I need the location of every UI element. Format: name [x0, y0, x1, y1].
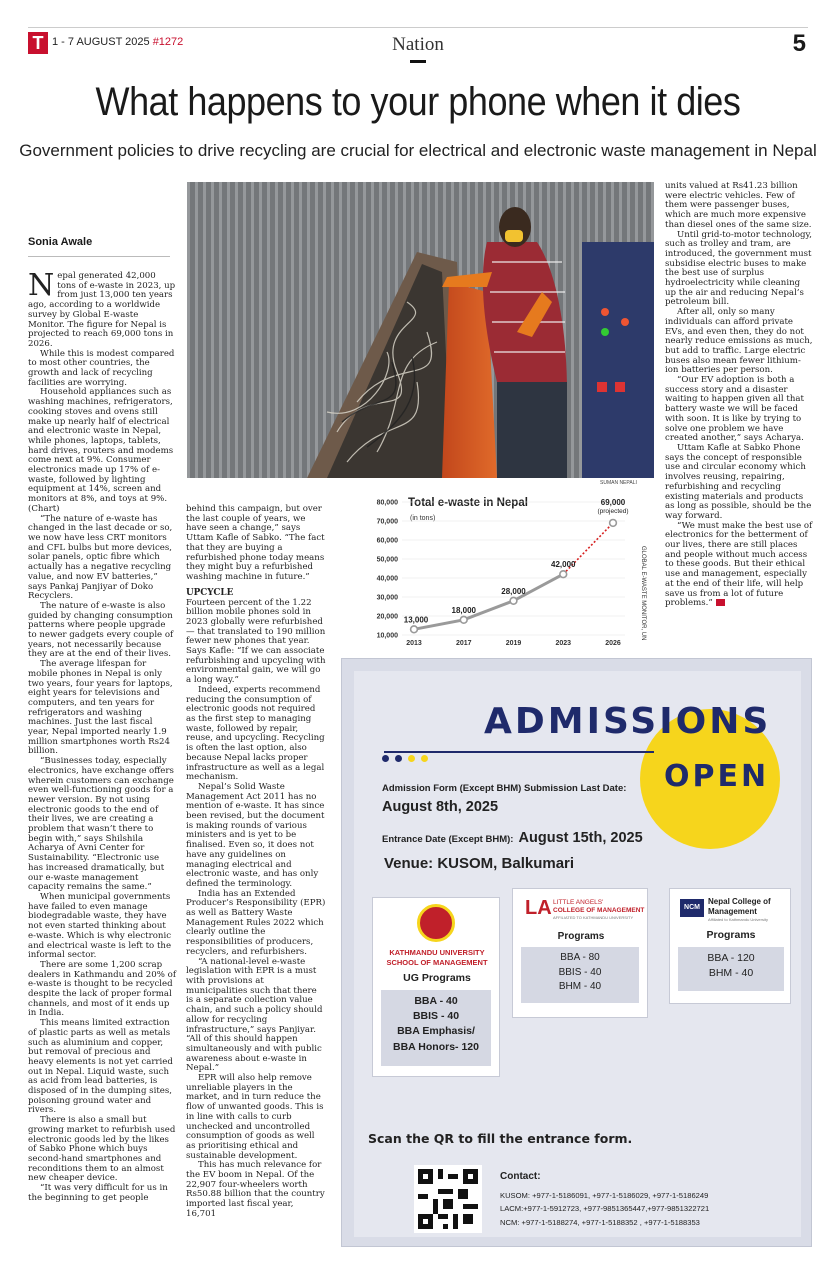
paragraph: The nature of e-waste is also guided by changing consumption patterns where people upgrade to newer gadgets every couple of years, not necessarily because they are at the end of their lives.	[28, 600, 174, 660]
ad-dots	[382, 747, 428, 766]
program-item: BBA Honors- 120	[393, 1040, 479, 1053]
ad-title-admissions: ADMISSIONS	[484, 701, 772, 742]
ad-form-date: August 8th, 2025	[382, 799, 499, 815]
paragraph: EPR will also help remove unreliable players in the market, and in turn reduce the flow of unwanted goods. This is in line with calls to curb unchecked and uncontrolled consumption of goods as well as prioritising ethical and sustainable development.	[186, 1073, 324, 1161]
chart-source: GLOBAL E-WASTE MONITOR, UN	[640, 546, 646, 641]
paragraph: behind this campaign, but over the last couple of years, we have seen a change,” says Uttam Kafle of Sabko. “The fact that they are buying a refurbished phone today means they might buy a refurbished washing machine in future.”	[186, 504, 325, 582]
ncm-programs-list	[678, 947, 784, 991]
subheadline: Government policies to drive recycling are crucial for electrical and electronic waste management in Nepal	[19, 141, 817, 160]
y-tick-label: 60,000	[376, 537, 398, 545]
program-item: BHM - 40	[558, 981, 602, 992]
end-mark-icon	[716, 599, 725, 606]
drop-cap: N	[28, 268, 55, 303]
ku-school: SCHOOL OF MANAGEMENT	[386, 958, 488, 967]
ad-contact-list	[500, 1189, 709, 1229]
ku-card	[372, 897, 500, 1077]
y-tick-label: 40,000	[376, 575, 398, 583]
lacm-name-1: LITTLE ANGELS'	[553, 899, 604, 906]
byline-rule	[28, 256, 170, 257]
ad-venue: Venue: KUSOM, Balkumari	[384, 855, 575, 872]
x-tick-label: 2017	[455, 640, 472, 647]
chart-subtitle: (in tons)	[410, 515, 436, 522]
data-point	[460, 616, 467, 623]
ncm-affiliation: Affiliated to Kathmandu University	[708, 917, 768, 922]
ad-contact-title: Contact:	[500, 1171, 541, 1182]
paragraph: Until grid-to-motor technology, such as trolley and tram, are introduced, the government must subsidise electric buses to make the best use of surplus hydroelectricity while cleaning up the air and reducing Nepal’s petroleum bill.	[665, 229, 813, 308]
lacm-programs-title: Programs	[557, 931, 605, 942]
article-photo	[187, 182, 654, 478]
top-rule	[28, 27, 808, 28]
x-tick-label: 2023	[555, 640, 572, 647]
data-label: 13,000	[403, 615, 429, 625]
section-underline	[410, 60, 426, 63]
ad-title-open: OPEN	[664, 759, 770, 794]
paragraph-text: epal generated 42,000 tons of e-waste in 2023, up from just 13,000 ten years ago, according to a worldwide survey by Global E-waste Monitor. The figure for Nepal is projected to reach 69,000 tons in 2026.	[28, 271, 176, 349]
lacm-card	[512, 888, 648, 1018]
y-tick-label: 30,000	[376, 594, 398, 602]
paragraph	[665, 522, 813, 609]
ad-panel	[354, 671, 801, 1237]
data-label: 69,000	[600, 497, 626, 507]
paragraph: Nepal’s Solid Waste Management Act 2011 has no mention of e-waste. It has since been revised, but the document is making rounds of various ministers and is yet to be finalised. Even so, it does not have any guidelines on managing electrical and electronic waste, and has only defined the terminology.	[186, 781, 325, 889]
program-item: BBIS - 40	[412, 1010, 460, 1023]
page-number: 5	[792, 30, 806, 57]
ku-name: KATHMANDU UNIVERSITY	[389, 948, 485, 957]
data-label: 42,000	[551, 560, 576, 570]
ncm-programs-title: Programs	[706, 929, 756, 941]
paragraph	[28, 268, 176, 350]
data-point	[411, 626, 418, 633]
ad-entrance-date: August 15th, 2025	[518, 830, 643, 846]
paragraph: There are some 1,200 scrap dealers in Kathmandu and 20% of e-waste is thought to be recycled despite the lack of proper formal channels, and most of it ends up in India.	[28, 959, 176, 1019]
ad-form-label: Admission Form (Except BHM) Submission Last Date:	[382, 783, 627, 794]
lacm-name-2: COLLEGE OF MANAGEMENT	[553, 907, 645, 914]
byline: Sonia Awale	[28, 236, 93, 248]
x-tick-label: 2019	[505, 640, 522, 647]
program-item: BHM - 40	[708, 967, 754, 980]
ncm-name-1: Nepal College of	[708, 897, 771, 906]
chart-title: Total e-waste in Nepal	[408, 497, 528, 509]
photo-credit: SUMAN NEPALI	[600, 480, 637, 486]
publication-logo: T	[28, 32, 48, 54]
ad-scan-text: Scan the QR to fill the entrance form.	[368, 1131, 633, 1146]
article-column-3	[665, 182, 813, 609]
issue-number: #1272	[152, 36, 184, 48]
paragraph: “It was very difficult for us in the beginning to get people	[28, 1183, 168, 1203]
data-point	[610, 520, 617, 527]
chart-data-labels	[404, 498, 629, 624]
article-column-1	[28, 268, 176, 1204]
y-tick-label: 10,000	[376, 632, 398, 640]
paragraph: “A national-level e-waste legislation with EPR is a must with provisions at municipalities such that there is a separate collection value chain, and such a policy should allow for recycling infrastructure,” says Panjiyar. “All of this should happen simultaneously and with public awareness about e-waste in Nepal.”	[186, 956, 323, 1074]
qr-pattern	[418, 1169, 478, 1229]
projected-note: (projected)	[597, 507, 629, 515]
ncm-name-2: Management	[708, 907, 757, 916]
paragraph: This has much relevance for the EV boom in Nepal. Of the 22,907 four-wheelers worth Rs50.88 billion that the country imported last fiscal year, 16,701	[186, 1160, 325, 1219]
contact-line: KUSOM: +977-1-5186091, +977-1-5186029, +977-1-5186249	[500, 1191, 709, 1200]
x-tick-label: 2013	[406, 640, 422, 647]
y-tick-label: 20,000	[376, 613, 398, 621]
ku-programs-title: UG Programs	[403, 972, 471, 984]
paragraph: Household appliances such as washing machines, refrigerators, cooking stoves and ovens still make up nearly half of electrical and electronic waste in Nepal, while phones, laptops, tablets, hard drives, routers and modems come next at 9%. Consumer electronics made up 17% of e-waste, followed by lighting equipment at 14%, screen and monitors at 8%, and toys at 9%. (Chart)	[28, 387, 174, 514]
paragraph: There is also a small but growing market to refurbish used electronic goods led by the likes of Sabko Phone which buys second-hand smartphones and reconditions them to an almost new cheaper device.	[28, 1115, 176, 1184]
headline: What happens to your phone when it dies	[95, 80, 741, 124]
paragraph: units valued at Rs41.23 billion were electric vehicles. Few of them were passenger buses, which are much more expensive than diesel ones of the same size.	[665, 181, 812, 230]
paragraph: India has an Extended Producer’s Responsibility (EPR) as well as Battery Waste Management Rules 2022 which clearly outline the responsibilities of producers, recyclers, and refurbishers.	[186, 888, 326, 957]
actual-series-line	[414, 574, 563, 629]
y-tick-label: 80,000	[376, 499, 398, 507]
paragraph: “Our EV adoption is both a success story and a disaster waiting to happen given all that battery waste we will be faced with soon. It is like by trying to solve one problem we have created another,” says Acharya.	[665, 375, 804, 444]
data-point	[510, 597, 517, 604]
paragraph: “Businesses today, especially electronics, have exchange offers wherein customers can exchange even well-functioning goods for a newer version. By not using electronic goods to the end of their lives, we are creating a problem that wasn’t there to begin with,” says Shilshila Acharya of Avni Center for Sustainability. “Electronic use has increased dramatically, but our e-waste management capacity remains the same.”	[28, 756, 174, 893]
program-item: BBIS - 40	[558, 966, 602, 978]
paragraph: This means limited extraction of plastic parts as well as metals such as aluminium and copper, but removal of precious and heavy elements is not yet carried out in Nepal. Liquid waste, such as acid from lead batteries, is disposed of in the dumping sites, poisoning ground water and rivers.	[28, 1018, 173, 1116]
issue-dates: 1 - 7 AUGUST 2025	[52, 36, 150, 48]
chart-series	[414, 523, 613, 629]
paragraph: While this is modest compared to most other countries, the growth and lack of recycling facilities are worrying.	[28, 348, 175, 388]
y-tick-label: 70,000	[376, 518, 398, 526]
lacm-affiliation: AFFILIATED TO KATHMANDU UNIVERSITY	[553, 915, 634, 920]
admissions-advertisement	[341, 658, 812, 1247]
y-axis-ticks	[377, 500, 399, 640]
x-tick-label: 2026	[605, 640, 621, 647]
subheading: UPCYCLE	[186, 587, 234, 598]
paragraph: Uttam Kafle at Sabko Phone says the concept of responsible use and circular economy which involves reusing, repairing, refurbishing and recycling existing materials and products as long as possible, should be the way forward.	[665, 442, 812, 521]
contact-line: LACM:+977-1-5912723, +977-9851365447,+977-9851322721	[500, 1204, 710, 1214]
data-point	[560, 571, 567, 578]
lacm-programs-list	[521, 947, 639, 1003]
program-item: BBA - 120	[707, 952, 755, 964]
data-label: 28,000	[501, 586, 526, 596]
article-column-2	[186, 505, 326, 1220]
ad-entrance	[382, 827, 643, 846]
paragraph: When municipal governments have failed to even manage biodegradable waste, they have not even started thinking about e-waste. Which is why electronic and electrical waste is left to the informal sector.	[28, 892, 172, 961]
ncm-logo-icon: NCM	[680, 899, 704, 917]
chart-grid	[402, 502, 625, 635]
paragraph: The average lifespan for mobile phones in Nepal is only two years, four years for laptops, eight years for televisions and computers, and ten years for refrigerators and washing machines. Just the last fiscal year, Nepal imported nearly 1.9 million smartphones worth Rs24 billion.	[28, 659, 173, 757]
e-waste-chart	[340, 490, 656, 650]
data-label: 18,000	[451, 605, 476, 615]
ad-entrance-label: Entrance Date (Except BHM):	[382, 834, 514, 845]
program-item: BBA - 80	[560, 952, 600, 963]
paragraph-text: “We must make the best use of electronics for the betterment of our lives, there are still places and people without much access to these goods. But their ethical use and management, especially at the end of their life, will help save us from a lot of future problems.”	[665, 520, 813, 609]
program-item: BBA - 40	[414, 995, 458, 1007]
ncm-card	[669, 888, 791, 1004]
paragraph: “The nature of e-waste has changed in the last decade or so, we now have less CRT monitors and CFL bulbs but more devices, solar panels, optic fibre which actually has a negative recycling value, and now EV batteries,” says Pankaj Panjiyar of Doko Recyclers.	[28, 513, 173, 602]
program-item: BBA Emphasis/	[397, 1025, 475, 1038]
y-tick-label: 50,000	[376, 556, 398, 564]
paragraph: After all, only so many individuals can afford private EVs, and even then, they do not nearly reduce emissions as much, but add to traffic. Large electric buses also mean fewer lithium-ion batteries per person.	[665, 307, 813, 376]
ku-programs-list	[381, 990, 491, 1066]
lacm-logo-icon: LA	[525, 897, 552, 919]
ku-emblem-icon	[417, 904, 455, 942]
paragraph: Fourteen percent of the 1.22 billion mobile phones sold in 2023 globally were refurbished — that translated to 190 million fewer new phones that year. Says Kafle: “If we can associate refurbishing and upcycling with environmental gain, we will go a long way.”	[186, 597, 326, 686]
photo-illustration	[187, 182, 654, 478]
contact-line: NCM: +977-1-5188274, +977-1-5188352 , +977-1-5188353	[500, 1217, 700, 1227]
paragraph: Indeed, experts recommend reducing the consumption of electronic goods not required as the first step to managing waste, followed by repair, reuse, and upcycling. Recycling is often the last option, also because Nepal lacks proper infrastructure as well as a legal mechanism.	[186, 684, 325, 783]
section-title: Nation	[392, 34, 444, 55]
qr-code-icon[interactable]	[414, 1165, 482, 1233]
x-axis-ticks	[406, 640, 621, 647]
